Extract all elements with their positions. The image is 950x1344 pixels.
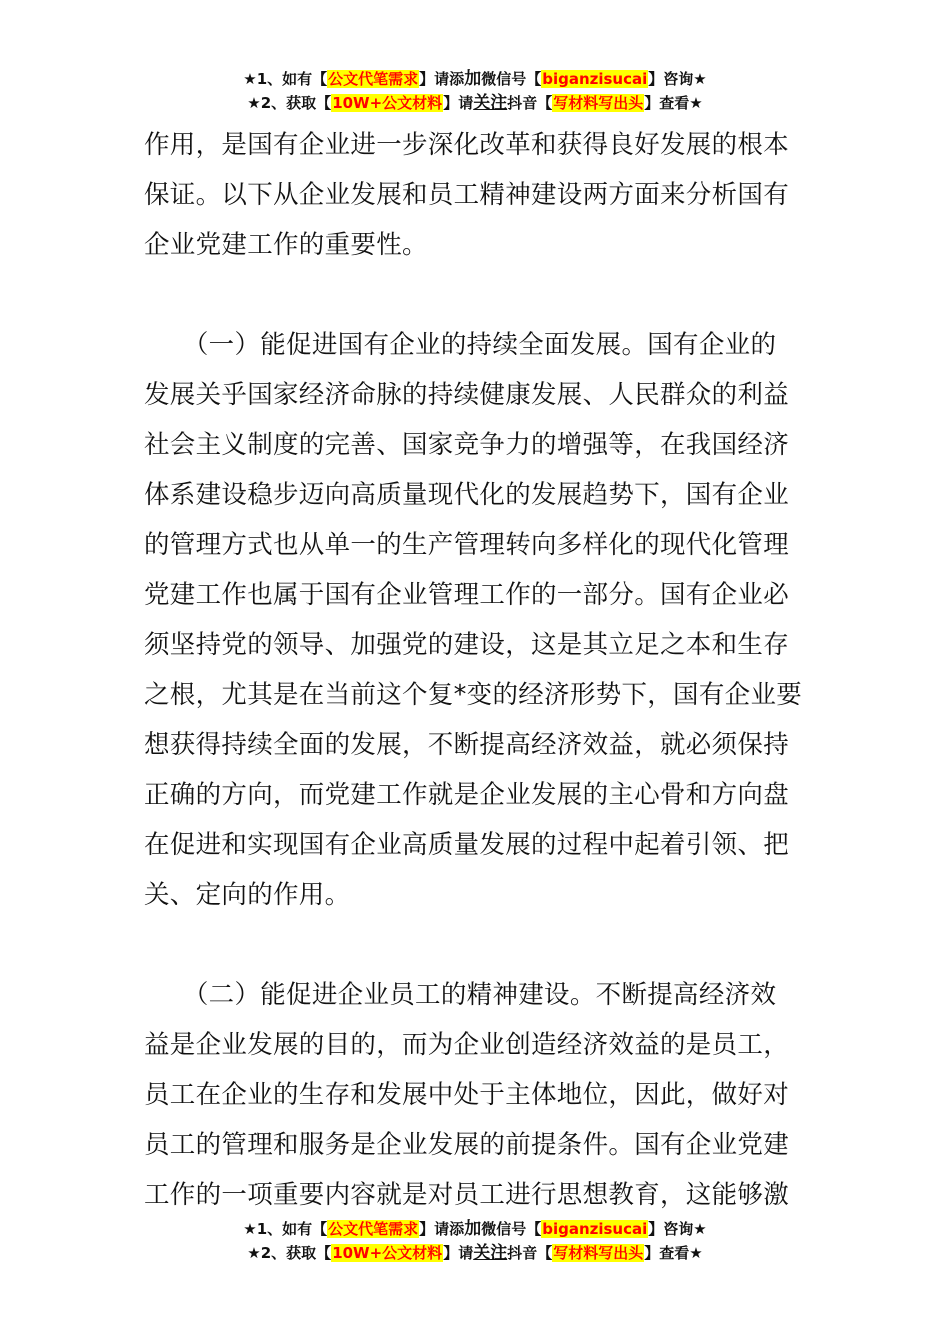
body-line: 作用，是国有企业进一步深化改革和获得良好发展的根本: [144, 130, 790, 160]
banner-line-1: [0, 1217, 950, 1241]
banner-text: 】咨询★: [648, 1220, 707, 1238]
banner-text: ★2、获取【: [247, 1244, 332, 1262]
document-body: [144, 120, 824, 1220]
body-line: 在促进和实现国有企业高质量发展的过程中起着引领、把: [144, 830, 790, 860]
banner-text: 微信号【: [481, 70, 542, 88]
banner-text: 】查看★: [644, 1244, 703, 1262]
body-line: 的管理方式也从单一的生产管理转向多样化的现代化管理: [144, 530, 790, 560]
highlight-wechat-id: biganzisucai: [542, 70, 648, 88]
banner-text: 】查看★: [644, 94, 703, 112]
body-line: 社会主义制度的完善、国家竞争力的增强等，在我国经济: [144, 430, 790, 460]
body-line: （二）能促进企业员工的精神建设。不断提高经济效: [144, 980, 777, 1010]
banner-text: 微信号【: [481, 1220, 542, 1238]
banner-text: 】请: [443, 1244, 474, 1262]
banner-text: ★1、如有【: [243, 70, 328, 88]
body-line: 保证。以下从企业发展和员工精神建设两方面来分析国有: [144, 180, 790, 210]
highlight-service: 公文代笔需求: [328, 1220, 419, 1238]
top-banner: [0, 67, 950, 115]
body-line: 益是企业发展的目的，而为企业创造经济效益的是员工，: [144, 1030, 790, 1060]
highlight-wechat-id: biganzisucai: [542, 1220, 648, 1238]
banner-text: 抖音【: [507, 1244, 553, 1262]
body-line: 关、定向的作用。: [144, 880, 351, 910]
banner-line-2: [0, 91, 950, 115]
body-line: 企业党建工作的重要性。: [144, 230, 428, 260]
banner-text: 】请添: [419, 1220, 465, 1238]
body-line: 想获得持续全面的发展，不断提高经济效益，就必须保持: [144, 730, 790, 760]
body-line: 正确的方向，而党建工作就是企业发展的主心骨和方向盘: [144, 780, 790, 810]
body-line: 党建工作也属于国有企业管理工作的一部分。国有企业必: [144, 580, 790, 610]
banner-emphasis: 加: [464, 69, 482, 89]
banner-text: 】请: [443, 94, 474, 112]
body-line: 发展关乎国家经济命脉的持续健康发展、人民群众的利益: [144, 380, 790, 410]
highlight-materials: 10W+公文材料: [332, 94, 443, 112]
banner-line-2: [0, 1241, 950, 1265]
highlight-materials: 10W+公文材料: [332, 1244, 443, 1262]
body-line: 工作的一项重要内容就是对员工进行思想教育，这能够激: [144, 1180, 790, 1210]
banner-emphasis: 关注: [473, 1243, 508, 1263]
body-line: （一）能促进国有企业的持续全面发展。国有企业的: [144, 330, 777, 360]
paragraph-gap: [144, 270, 824, 320]
banner-line-1: [0, 67, 950, 91]
banner-emphasis: 关注: [473, 93, 508, 113]
highlight-douyin-name: 写材料写出头: [553, 94, 644, 112]
body-line: 员工的管理和服务是企业发展的前提条件。国有企业党建: [144, 1130, 790, 1160]
banner-text: 抖音【: [507, 94, 553, 112]
body-line: 体系建设稳步迈向高质量现代化的发展趋势下，国有企业: [144, 480, 790, 510]
highlight-service: 公文代笔需求: [328, 70, 419, 88]
banner-text: ★1、如有【: [243, 1220, 328, 1238]
banner-text: 】请添: [419, 70, 465, 88]
banner-emphasis: 加: [464, 1219, 482, 1239]
body-line: 之根，尤其是在当前这个复*变的经济形势下，国有企业要: [144, 680, 803, 710]
body-line: 员工在企业的生存和发展中处于主体地位，因此，做好对: [144, 1080, 790, 1110]
banner-text: 】咨询★: [648, 70, 707, 88]
highlight-douyin-name: 写材料写出头: [553, 1244, 644, 1262]
banner-text: ★2、获取【: [247, 94, 332, 112]
bottom-banner: [0, 1217, 950, 1265]
body-line: 须坚持党的领导、加强党的建设，这是其立足之本和生存: [144, 630, 790, 660]
paragraph-gap: [144, 920, 824, 970]
